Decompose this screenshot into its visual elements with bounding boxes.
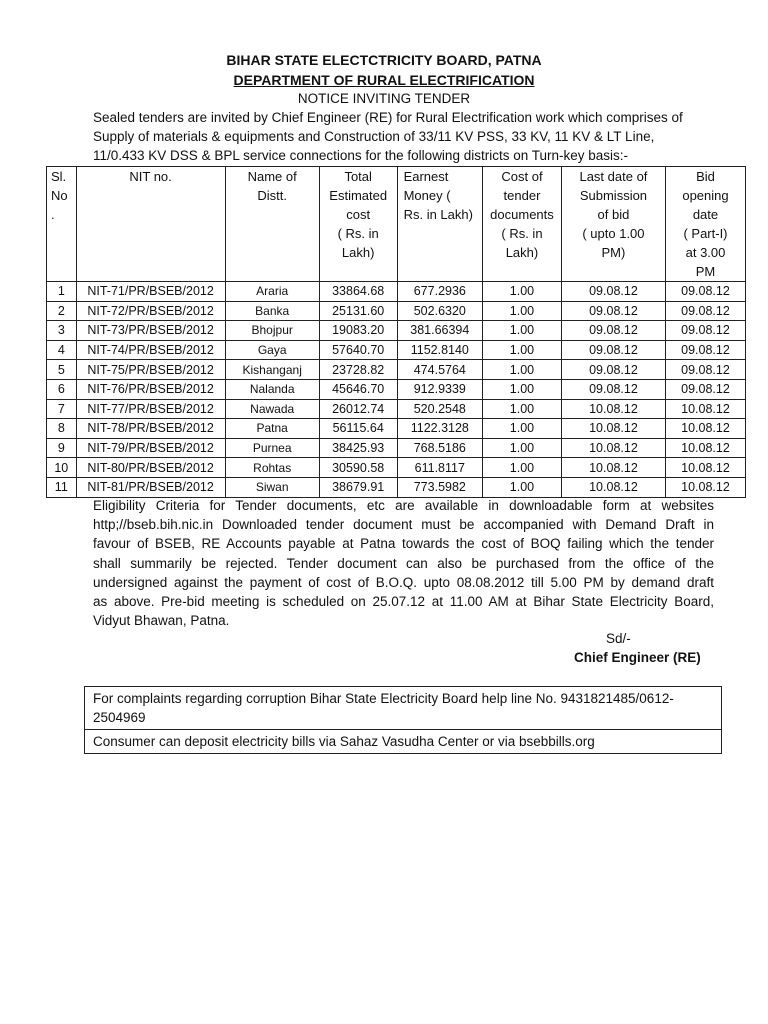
cell-total-estimated-cost: 30590.58 [319,458,397,478]
table-row [47,282,746,302]
header-line: opening [682,188,729,203]
header-line: NIT no. [129,169,172,184]
cell-district: Araria [225,282,319,302]
cell-sl-no: 6 [47,379,77,399]
header-line: Rs. in Lakh) [403,207,473,222]
cell-district: Banka [225,301,319,321]
eligibility-line: Vidyut Bhawan, Patna. [93,613,230,629]
intro-line: Sealed tenders are invited by Chief Engineer (RE) for Rural Electrification work which comprises of [93,110,683,125]
cell-last-submission-date: 10.08.12 [561,419,665,439]
cell-bid-opening-date: 10.08.12 [665,438,745,458]
cell-tender-doc-cost: 1.00 [483,379,562,399]
eligibility-line: favour of BSEB, RE Accounts payable at Patna towards the cost of BOQ failing which the tender [93,536,714,552]
cell-bid-opening-date: 10.08.12 [665,458,745,478]
header-line: . [51,207,55,222]
table-header-row [47,167,746,282]
cell-bid-opening-date: 10.08.12 [665,477,745,497]
header-earnest-money [397,167,482,282]
header-last-submission-date [561,167,665,282]
cell-bid-opening-date: 10.08.12 [665,419,745,439]
cell-earnest-money: 611.8117 [397,458,482,478]
cell-sl-no: 10 [47,458,77,478]
table-row [47,321,746,341]
cell-bid-opening-date: 10.08.12 [665,399,745,419]
eligibility-line: http;//bseb.bih.nic.in Downloaded tender document must be accompanied with Demand Draft in [93,517,714,533]
header-line: ( Rs. in [337,226,379,241]
cell-tender-doc-cost: 1.00 [483,458,562,478]
cell-last-submission-date: 09.08.12 [561,360,665,380]
cell-earnest-money: 1122.3128 [397,419,482,439]
cell-earnest-money: 520.2548 [397,399,482,419]
header-line: Bid [696,169,715,184]
signatory-title: Chief Engineer (RE) [574,650,701,665]
header-line: ( Rs. in [501,226,543,241]
cell-bid-opening-date: 09.08.12 [665,360,745,380]
board-title: BIHAR STATE ELECTCTRICITY BOARD, PATNA [226,52,542,68]
header-line: Total [344,169,372,184]
cell-district: Patna [225,419,319,439]
cell-earnest-money: 474.5764 [397,360,482,380]
cell-district: Kishanganj [225,360,319,380]
cell-bid-opening-date: 09.08.12 [665,301,745,321]
table-row [47,340,746,360]
header-district [225,167,319,282]
header-line: Name of [247,169,297,184]
cell-nit-no: NIT-77/PR/BSEB/2012 [76,399,225,419]
cell-sl-no: 4 [47,340,77,360]
cell-tender-doc-cost: 1.00 [483,321,562,341]
cell-tender-doc-cost: 1.00 [483,301,562,321]
header-line: Estimated [329,188,388,203]
department-title: DEPARTMENT OF RURAL ELECTRIFICATION [233,72,535,88]
eligibility-line: undersigned against the payment of cost of B.O.Q. upto 08.08.2012 till 5.00 PM by demand draft [93,574,714,590]
cell-last-submission-date: 09.08.12 [561,340,665,360]
header-bid-opening-date [665,167,745,282]
header-line: Cost of [501,169,543,184]
table-body [47,282,746,498]
cell-nit-no: NIT-81/PR/BSEB/2012 [76,477,225,497]
header-line: ( upto 1.00 [582,226,645,241]
cell-bid-opening-date: 09.08.12 [665,321,745,341]
header-line: PM) [601,245,626,260]
cell-tender-doc-cost: 1.00 [483,282,562,302]
cell-tender-doc-cost: 1.00 [483,477,562,497]
cell-earnest-money: 677.2936 [397,282,482,302]
cell-nit-no: NIT-75/PR/BSEB/2012 [76,360,225,380]
cell-earnest-money: 773.5982 [397,477,482,497]
cell-district: Siwan [225,477,319,497]
tender-table [46,166,746,498]
header-line: date [692,207,719,222]
header-line: Submission [579,188,648,203]
header-line: Money ( [403,188,451,203]
header-line: No [51,188,68,203]
table-row [47,477,746,497]
cell-bid-opening-date: 09.08.12 [665,379,745,399]
eligibility-line: shall summarily be rejected. Tender document can also be purchased from the office of the [93,555,714,571]
cell-total-estimated-cost: 38679.91 [319,477,397,497]
cell-nit-no: NIT-79/PR/BSEB/2012 [76,438,225,458]
header-line: Lakh) [505,245,539,260]
cell-tender-doc-cost: 1.00 [483,419,562,439]
cell-last-submission-date: 09.08.12 [561,301,665,321]
cell-total-estimated-cost: 56115.64 [319,419,397,439]
table-row [47,399,746,419]
cell-earnest-money: 1152.8140 [397,340,482,360]
notice-title: NOTICE INVITING TENDER [297,91,471,106]
cell-last-submission-date: 09.08.12 [561,321,665,341]
header-line: tender [503,188,541,203]
cell-nit-no: NIT-71/PR/BSEB/2012 [76,282,225,302]
header-line: Earnest [403,169,449,184]
cell-district: Nalanda [225,379,319,399]
cell-total-estimated-cost: 23728.82 [319,360,397,380]
cell-district: Rohtas [225,458,319,478]
header-tender-doc-cost [483,167,562,282]
cell-nit-no: NIT-78/PR/BSEB/2012 [76,419,225,439]
header-sl-no [47,167,77,282]
cell-last-submission-date: 10.08.12 [561,477,665,497]
cell-sl-no: 9 [47,438,77,458]
cell-total-estimated-cost: 45646.70 [319,379,397,399]
header-nit-no [76,167,225,282]
cell-nit-no: NIT-72/PR/BSEB/2012 [76,301,225,321]
cell-bid-opening-date: 09.08.12 [665,340,745,360]
header-line: Last date of [579,169,648,184]
header-line: at 3.00 [685,245,726,260]
cell-last-submission-date: 10.08.12 [561,458,665,478]
table-row [47,360,746,380]
cell-earnest-money: 502.6320 [397,301,482,321]
cell-nit-no: NIT-76/PR/BSEB/2012 [76,379,225,399]
complaint-helpline: For complaints regarding corruption Bihar State Electricity Board help line No. 9431821485/0612-2504969 [93,691,674,725]
cell-total-estimated-cost: 57640.70 [319,340,397,360]
cell-last-submission-date: 10.08.12 [561,438,665,458]
header-line: documents [490,207,554,222]
cell-total-estimated-cost: 38425.93 [319,438,397,458]
intro-line: 11/0.433 KV DSS & BPL service connections for the following districts on Turn-key basis:- [93,148,629,163]
header-line: Distt. [257,188,287,203]
cell-tender-doc-cost: 1.00 [483,340,562,360]
eligibility-paragraph [93,496,714,630]
intro-line: Supply of materials & equipments and Construction of 33/11 KV PSS, 33 KV, 11 KV & LT Line, [93,129,655,144]
cell-earnest-money: 912.9339 [397,379,482,399]
header-line: cost [346,207,371,222]
cell-nit-no: NIT-73/PR/BSEB/2012 [76,321,225,341]
cell-sl-no: 11 [47,477,77,497]
cell-sl-no: 7 [47,399,77,419]
table-row [47,379,746,399]
cell-total-estimated-cost: 25131.60 [319,301,397,321]
table-row [47,419,746,439]
header-line: ( Part-I) [683,226,728,241]
table-row [47,438,746,458]
cell-total-estimated-cost: 19083.20 [319,321,397,341]
cell-district: Nawada [225,399,319,419]
cell-nit-no: NIT-74/PR/BSEB/2012 [76,340,225,360]
bill-deposit-info: Consumer can deposit electricity bills via Sahaz Vasudha Center or via bsebbills.org [85,729,721,753]
cell-tender-doc-cost: 1.00 [483,438,562,458]
cell-sl-no: 1 [47,282,77,302]
header-line: Sl. [51,169,67,184]
cell-district: Purnea [225,438,319,458]
table-row [47,301,746,321]
header-total-estimated-cost [319,167,397,282]
cell-total-estimated-cost: 26012.74 [319,399,397,419]
header-line: PM [695,264,716,279]
cell-sl-no: 2 [47,301,77,321]
cell-earnest-money: 768.5186 [397,438,482,458]
info-box [84,686,722,754]
cell-sl-no: 5 [47,360,77,380]
cell-last-submission-date: 10.08.12 [561,399,665,419]
cell-district: Gaya [225,340,319,360]
signature-sd: Sd/- [606,631,631,646]
table-row [47,458,746,478]
cell-earnest-money: 381.66394 [397,321,482,341]
cell-sl-no: 3 [47,321,77,341]
cell-last-submission-date: 09.08.12 [561,282,665,302]
header-line: of bid [597,207,630,222]
eligibility-line: Eligibility Criteria for Tender documents, etc are available in downloadable form at websites [93,498,714,513]
cell-total-estimated-cost: 33864.68 [319,282,397,302]
intro-paragraph [93,108,723,165]
cell-district: Bhojpur [225,321,319,341]
cell-bid-opening-date: 09.08.12 [665,282,745,302]
cell-nit-no: NIT-80/PR/BSEB/2012 [76,458,225,478]
cell-tender-doc-cost: 1.00 [483,360,562,380]
cell-last-submission-date: 09.08.12 [561,379,665,399]
cell-sl-no: 8 [47,419,77,439]
header-line: Lakh) [341,245,375,260]
cell-tender-doc-cost: 1.00 [483,399,562,419]
eligibility-line: as above. Pre-bid meeting is scheduled on 25.07.12 at 11.00 AM at Bihar State Electricity Board, [93,594,714,610]
